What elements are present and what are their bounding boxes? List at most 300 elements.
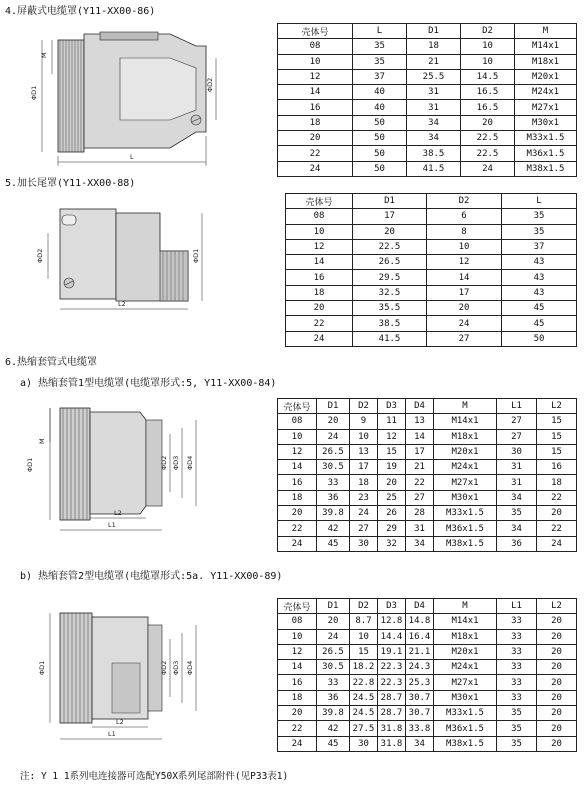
table-cell: 20 [537, 660, 577, 675]
table-row [286, 239, 577, 254]
table-cell: 26 [378, 506, 406, 521]
table-cell: 18 [286, 285, 353, 300]
table-cell: 18 [407, 39, 461, 54]
table-cell: 24.5 [350, 706, 378, 721]
table-cell: 27 [350, 521, 378, 536]
table-row [278, 629, 577, 644]
table-cell: 25.3 [406, 675, 434, 690]
table-cell: M30x1 [434, 490, 497, 505]
table-cell: 34 [407, 115, 461, 130]
table-cell: 23 [350, 490, 378, 505]
section-5-table [285, 193, 577, 347]
table-cell: 16.4 [406, 629, 434, 644]
section-6a-table [277, 398, 577, 552]
table-cell: 12 [278, 69, 353, 84]
table-cell: 30.5 [317, 460, 350, 475]
table-cell: 33 [497, 644, 537, 659]
table-cell: 50 [353, 146, 407, 161]
table-cell: M24x1 [515, 85, 577, 100]
table-cell: 45 [317, 736, 350, 751]
dim-label-l2: L2 [116, 718, 124, 726]
table-cell: 30 [350, 536, 378, 551]
table-cell: M18x1 [515, 54, 577, 69]
section-6-heading: 6.热缩套管式电缆罩 [5, 357, 98, 368]
table-cell: 22 [278, 721, 317, 736]
col-header: 壳体号 [286, 194, 353, 209]
table-cell: 08 [286, 209, 353, 224]
table-cell: 9 [350, 414, 378, 429]
table-cell: 35 [502, 209, 577, 224]
table-cell: 33 [317, 475, 350, 490]
col-header: L2 [537, 399, 577, 414]
table-cell: 22 [537, 521, 577, 536]
table-cell: 22.3 [378, 675, 406, 690]
table-cell: 20 [537, 644, 577, 659]
table-cell: M24x1 [434, 660, 497, 675]
col-header: 壳体号 [278, 599, 317, 614]
table-row [286, 331, 577, 346]
table-cell: 35 [497, 706, 537, 721]
table-cell: 35 [353, 39, 407, 54]
table-row [278, 414, 577, 429]
table-cell: 10 [286, 224, 353, 239]
table-cell: 15 [350, 644, 378, 659]
col-header: D3 [378, 399, 406, 414]
table-cell: 20 [537, 721, 577, 736]
table-cell: M36x1.5 [434, 521, 497, 536]
table-cell: 20 [537, 506, 577, 521]
dim-label-l2: L2 [118, 300, 126, 308]
col-header: D2 [350, 399, 378, 414]
table-cell: 14 [406, 429, 434, 444]
table-cell: 41.5 [407, 161, 461, 176]
extended-tail-cover-drawing [20, 195, 220, 320]
table-cell: 20 [537, 706, 577, 721]
table-cell: 14 [278, 460, 317, 475]
table-cell: 26.5 [317, 444, 350, 459]
table-cell: 21.1 [406, 644, 434, 659]
dim-label-d4: ΦD4 [186, 660, 194, 675]
table-cell: 50 [353, 115, 407, 130]
table-cell: M20x1 [434, 444, 497, 459]
table-row [286, 301, 577, 316]
table-cell: 34 [407, 131, 461, 146]
col-header: L1 [497, 399, 537, 414]
table-cell: M36x1.5 [434, 721, 497, 736]
table-cell: 12 [278, 644, 317, 659]
table-cell: 14 [278, 660, 317, 675]
table-cell: 13 [406, 414, 434, 429]
dim-label-d2: ΦD2 [160, 455, 168, 470]
table-cell: 31 [497, 475, 537, 490]
table-row [278, 490, 577, 505]
table-cell: 20 [537, 675, 577, 690]
table-row [278, 506, 577, 521]
footnote: 注: Y 1 1系列电连接器可选配Y50X系列尾部附件(见P33表1) [20, 771, 289, 782]
table-row [278, 115, 577, 130]
table-cell: 39.8 [317, 706, 350, 721]
table-row [278, 736, 577, 751]
table-cell: 27.5 [350, 721, 378, 736]
section-5-heading: 5.加长尾罩(Y11-XX00-88) [5, 178, 136, 189]
table-cell: 14 [278, 85, 353, 100]
table-cell: 20 [278, 506, 317, 521]
table-cell: 10 [278, 54, 353, 69]
table-cell: 14 [286, 255, 353, 270]
table-cell: 30.7 [406, 706, 434, 721]
table-row [278, 39, 577, 54]
table-cell: 24 [537, 536, 577, 551]
table-cell: 15 [537, 429, 577, 444]
table-cell: 24 [278, 161, 353, 176]
table-cell: 08 [278, 614, 317, 629]
table-row [278, 614, 577, 629]
table-cell: 21 [406, 460, 434, 475]
table-cell: M33x1.5 [515, 131, 577, 146]
table-cell: M33x1.5 [434, 506, 497, 521]
table-cell: 24 [317, 429, 350, 444]
table-cell: M27x1 [434, 475, 497, 490]
table-cell: M30x1 [434, 690, 497, 705]
col-header: 壳体号 [278, 399, 317, 414]
col-header: 壳体号 [278, 24, 353, 39]
col-header: M [515, 24, 577, 39]
table-cell: 18.2 [350, 660, 378, 675]
table-cell: 36 [317, 490, 350, 505]
col-header: L [353, 24, 407, 39]
table-cell: 20 [537, 690, 577, 705]
table-cell: 16 [278, 100, 353, 115]
col-header: L2 [537, 599, 577, 614]
table-cell: 22 [406, 475, 434, 490]
table-cell: 30.5 [317, 660, 350, 675]
table-cell: 24.5 [350, 690, 378, 705]
col-header: D2 [427, 194, 502, 209]
table-cell: 37 [502, 239, 577, 254]
table-cell: 33.8 [406, 721, 434, 736]
table-row [286, 255, 577, 270]
table-cell: 14.5 [461, 69, 515, 84]
table-cell: M20x1 [515, 69, 577, 84]
table-cell: 39.8 [317, 506, 350, 521]
table-cell: 38.5 [353, 316, 427, 331]
dim-label-l: L [130, 153, 134, 161]
table-cell: 26.5 [353, 255, 427, 270]
table-cell: 17 [406, 444, 434, 459]
dim-label-d2: ΦD2 [206, 77, 214, 92]
table-cell: 18 [350, 475, 378, 490]
table-header-row [286, 194, 577, 209]
col-header: L1 [497, 599, 537, 614]
table-row [278, 690, 577, 705]
col-header: D1 [317, 399, 350, 414]
table-row [278, 85, 577, 100]
table-cell: M38x1.5 [515, 161, 577, 176]
table-row [286, 270, 577, 285]
table-cell: 40 [353, 100, 407, 115]
table-cell: 19 [378, 460, 406, 475]
table-row [278, 161, 577, 176]
col-header: D2 [350, 599, 378, 614]
table-row [278, 706, 577, 721]
table-cell: 32.5 [353, 285, 427, 300]
table-cell: 31 [406, 521, 434, 536]
col-header: D1 [353, 194, 427, 209]
table-cell: 22.8 [350, 675, 378, 690]
table-cell: 35 [497, 506, 537, 521]
table-cell: 12 [378, 429, 406, 444]
heat-shrink-type2-drawing [20, 603, 220, 753]
col-header: M [434, 599, 497, 614]
table-row [278, 146, 577, 161]
table-cell: 33 [497, 660, 537, 675]
table-cell: 34 [406, 736, 434, 751]
col-header: D4 [406, 599, 434, 614]
table-cell: M18x1 [434, 629, 497, 644]
table-cell: 33 [497, 614, 537, 629]
table-cell: 24 [286, 331, 353, 346]
table-cell: 33 [497, 629, 537, 644]
table-row [286, 209, 577, 224]
table-cell: 18 [278, 690, 317, 705]
dim-label-d2: ΦD2 [160, 660, 168, 675]
table-cell: 16 [278, 475, 317, 490]
table-row [286, 285, 577, 300]
table-row [278, 444, 577, 459]
table-cell: 32 [378, 536, 406, 551]
section-6b-table [277, 598, 577, 752]
table-cell: 43 [502, 285, 577, 300]
table-cell: 08 [278, 39, 353, 54]
table-cell: 10 [427, 239, 502, 254]
dim-label-l1: L1 [108, 521, 116, 529]
table-cell: 27 [497, 414, 537, 429]
table-cell: 14.4 [378, 629, 406, 644]
table-header-row [278, 399, 577, 414]
table-cell: 22 [286, 316, 353, 331]
table-cell: 8 [427, 224, 502, 239]
col-header: M [434, 399, 497, 414]
table-cell: M38x1.5 [434, 536, 497, 551]
table-row [286, 224, 577, 239]
dim-label-l2: L2 [114, 509, 122, 517]
table-cell: 12 [278, 444, 317, 459]
table-cell: 45 [317, 536, 350, 551]
table-cell: 20 [537, 629, 577, 644]
table-cell: 16 [537, 460, 577, 475]
table-cell: 20 [278, 706, 317, 721]
table-cell: 37 [353, 69, 407, 84]
dim-label-m: M [38, 438, 46, 444]
table-cell: 24 [278, 536, 317, 551]
table-cell: 33 [497, 675, 537, 690]
table-cell: 20 [427, 301, 502, 316]
table-cell: 50 [502, 331, 577, 346]
table-cell: 24.3 [406, 660, 434, 675]
table-cell: 20 [537, 614, 577, 629]
table-cell: M27x1 [434, 675, 497, 690]
table-cell: 10 [461, 39, 515, 54]
table-cell: 17 [353, 209, 427, 224]
table-cell: 8.7 [350, 614, 378, 629]
table-cell: 30.7 [406, 690, 434, 705]
table-cell: 18 [278, 490, 317, 505]
table-cell: M14x1 [515, 39, 577, 54]
section-4-table [277, 23, 577, 177]
table-row [278, 721, 577, 736]
table-cell: 31 [407, 100, 461, 115]
table-cell: 27 [427, 331, 502, 346]
table-cell: 42 [317, 521, 350, 536]
table-cell: 08 [278, 414, 317, 429]
table-cell: 20 [353, 224, 427, 239]
table-cell: 28 [406, 506, 434, 521]
table-cell: 33 [497, 690, 537, 705]
table-cell: 20 [317, 414, 350, 429]
table-row [286, 316, 577, 331]
table-cell: 19.1 [378, 644, 406, 659]
col-header: D2 [461, 24, 515, 39]
table-cell: 31 [407, 85, 461, 100]
table-cell: M24x1 [434, 460, 497, 475]
table-cell: 18 [537, 475, 577, 490]
table-cell: 40 [353, 85, 407, 100]
dim-label-d4: ΦD4 [186, 455, 194, 470]
col-header: D1 [317, 599, 350, 614]
table-cell: 50 [353, 161, 407, 176]
table-cell: 20 [317, 614, 350, 629]
table-cell: 16 [278, 675, 317, 690]
table-cell: 25 [378, 490, 406, 505]
table-cell: 6 [427, 209, 502, 224]
dim-label-d1: ΦD1 [192, 248, 200, 263]
table-cell: 20 [378, 475, 406, 490]
table-cell: 15 [537, 414, 577, 429]
table-cell: 35 [502, 224, 577, 239]
table-cell: 34 [497, 521, 537, 536]
table-cell: 16.5 [461, 85, 515, 100]
table-cell: 28.7 [378, 690, 406, 705]
table-cell: 38.5 [407, 146, 461, 161]
table-cell: 12 [286, 239, 353, 254]
table-cell: 13 [350, 444, 378, 459]
table-row [278, 660, 577, 675]
table-cell: 31.8 [378, 721, 406, 736]
table-cell: 10 [350, 429, 378, 444]
table-row [278, 475, 577, 490]
table-cell: 36 [317, 690, 350, 705]
table-cell: 24 [317, 629, 350, 644]
table-cell: 41.5 [353, 331, 427, 346]
table-cell: 24 [461, 161, 515, 176]
table-cell: 16.5 [461, 100, 515, 115]
table-cell: 42 [317, 721, 350, 736]
table-cell: M20x1 [434, 644, 497, 659]
table-cell: 12.8 [378, 614, 406, 629]
table-cell: 22 [278, 521, 317, 536]
table-cell: M27x1 [515, 100, 577, 115]
table-cell: 34 [497, 490, 537, 505]
table-header-row [278, 599, 577, 614]
table-cell: 24 [278, 736, 317, 751]
section-4-heading: 4.屏蔽式电缆罩(Y11-XX00-86) [5, 6, 156, 17]
table-cell: 24 [350, 506, 378, 521]
table-cell: 33 [317, 675, 350, 690]
table-cell: 17 [350, 460, 378, 475]
dim-label-d3: ΦD3 [172, 660, 180, 675]
table-cell: 10 [350, 629, 378, 644]
table-row [278, 521, 577, 536]
table-cell: 31 [497, 460, 537, 475]
dim-label-l1: L1 [108, 730, 116, 738]
table-cell: 20 [286, 301, 353, 316]
table-cell: 30 [497, 444, 537, 459]
table-cell: 15 [537, 444, 577, 459]
table-cell: M33x1.5 [434, 706, 497, 721]
heat-shrink-type1-drawing [20, 398, 220, 548]
dim-label-d1: ΦD1 [38, 660, 46, 675]
table-cell: 35.5 [353, 301, 427, 316]
table-cell: 22 [537, 490, 577, 505]
table-cell: 22.5 [461, 131, 515, 146]
table-cell: 24 [427, 316, 502, 331]
table-cell: M14x1 [434, 414, 497, 429]
table-cell: 22.3 [378, 660, 406, 675]
section-6a-subheading: a) 热缩套管1型电缆罩(电缆罩形式:5, Y11-XX00-84) [20, 378, 277, 389]
table-row [278, 460, 577, 475]
table-cell: 14 [427, 270, 502, 285]
table-cell: 17 [427, 285, 502, 300]
table-cell: 21 [407, 54, 461, 69]
table-cell: 27 [406, 490, 434, 505]
table-cell: 43 [502, 255, 577, 270]
table-cell: 10 [278, 429, 317, 444]
table-cell: 20 [537, 736, 577, 751]
table-cell: 10 [461, 54, 515, 69]
dim-label-d3: ΦD3 [172, 455, 180, 470]
table-header-row [278, 24, 577, 39]
section-6b-heading: b) 热缩套管2型电缆罩(电缆罩形式:5a. Y11-XX00-89) [20, 571, 283, 582]
dim-label-d2: ΦD2 [36, 248, 44, 263]
table-cell: 18 [278, 115, 353, 130]
table-cell: 10 [278, 629, 317, 644]
table-cell: 43 [502, 270, 577, 285]
table-cell: 35 [353, 54, 407, 69]
table-cell: 35 [497, 736, 537, 751]
table-cell: 35 [497, 721, 537, 736]
table-cell: 29.5 [353, 270, 427, 285]
table-cell: 27 [497, 429, 537, 444]
table-cell: 34 [406, 536, 434, 551]
table-cell: 25.5 [407, 69, 461, 84]
table-cell: 50 [353, 131, 407, 146]
dim-label-m: M [40, 52, 48, 58]
table-cell: 30 [350, 736, 378, 751]
table-cell: 22 [278, 146, 353, 161]
table-cell: 22.5 [461, 146, 515, 161]
table-cell: 26.5 [317, 644, 350, 659]
table-cell: 22.5 [353, 239, 427, 254]
col-header: L [502, 194, 577, 209]
table-cell: M36x1.5 [515, 146, 577, 161]
table-cell: 20 [461, 115, 515, 130]
table-row [278, 675, 577, 690]
table-cell: 31.8 [378, 736, 406, 751]
table-row [278, 69, 577, 84]
col-header: D4 [406, 399, 434, 414]
table-row [278, 536, 577, 551]
table-cell: 36 [497, 536, 537, 551]
